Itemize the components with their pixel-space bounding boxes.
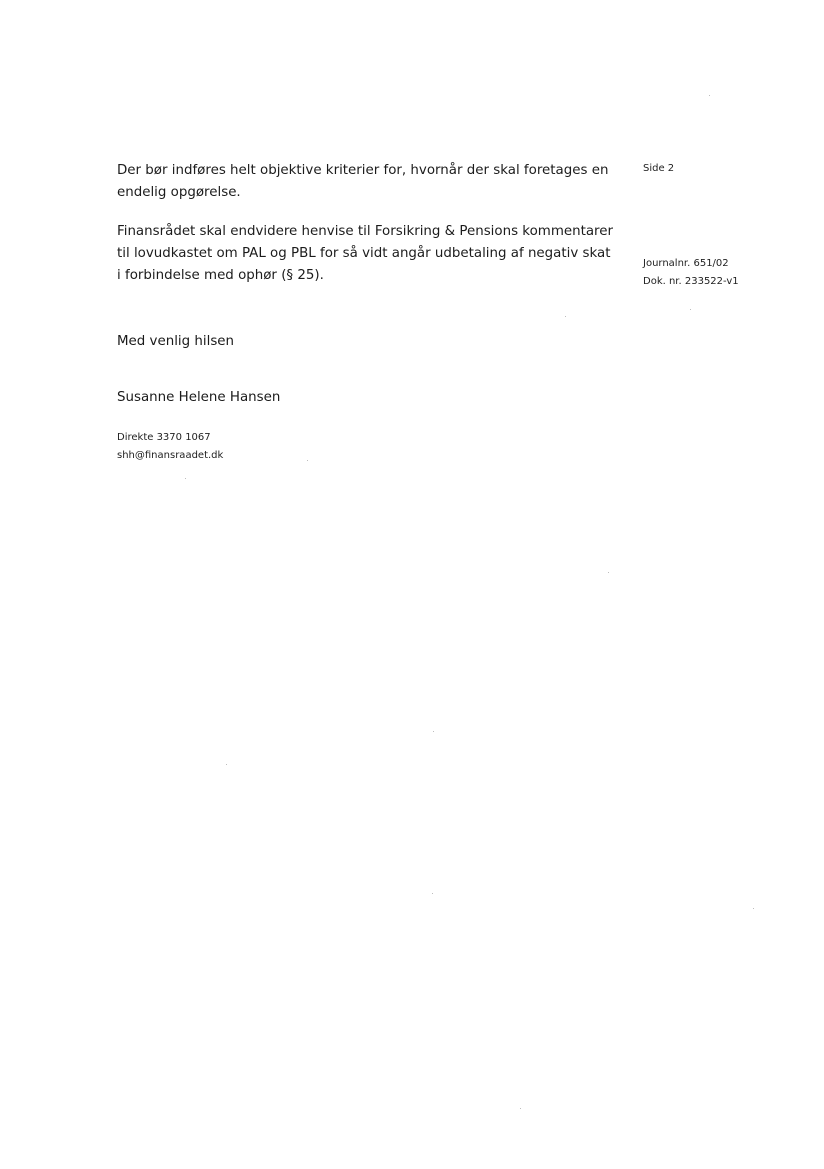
signer-contact xyxy=(117,429,223,465)
scan-speck xyxy=(307,460,308,461)
document-number: Dok. nr. 233522-v1 xyxy=(643,276,739,287)
page-number: Side 2 xyxy=(643,163,675,174)
phone-line: Direkte 3370 1067 xyxy=(117,432,211,443)
scan-speck xyxy=(520,1108,521,1109)
email-line: shh@finansraadet.dk xyxy=(117,450,224,461)
letter-body xyxy=(117,160,617,287)
scan-speck xyxy=(565,316,566,317)
scan-speck xyxy=(709,95,710,96)
paragraph-criteria: Der bør indføres helt objektive kriterier for, hvornår der skal foretages en endelig opgørelse. xyxy=(117,163,609,200)
signer-name: Susanne Helene Hansen xyxy=(117,390,281,405)
scan-speck xyxy=(432,893,433,894)
document-references xyxy=(643,255,793,291)
paragraph-reference: Finansrådet skal endvidere henvise til Forsikring & Pensions kommentarer til lovudkastet om PAL og PBL for så vidt angår udbetaling af negativ skat i forbindelse med ophør (§ 25). xyxy=(117,224,613,283)
journal-number: Journalnr. 651/02 xyxy=(643,258,729,269)
scan-speck xyxy=(753,908,754,909)
scan-speck xyxy=(608,572,609,573)
scan-speck xyxy=(433,731,434,732)
closing-salutation: Med venlig hilsen xyxy=(117,334,235,349)
scan-speck xyxy=(185,478,186,479)
scan-speck xyxy=(690,309,691,310)
scan-speck xyxy=(226,764,227,765)
